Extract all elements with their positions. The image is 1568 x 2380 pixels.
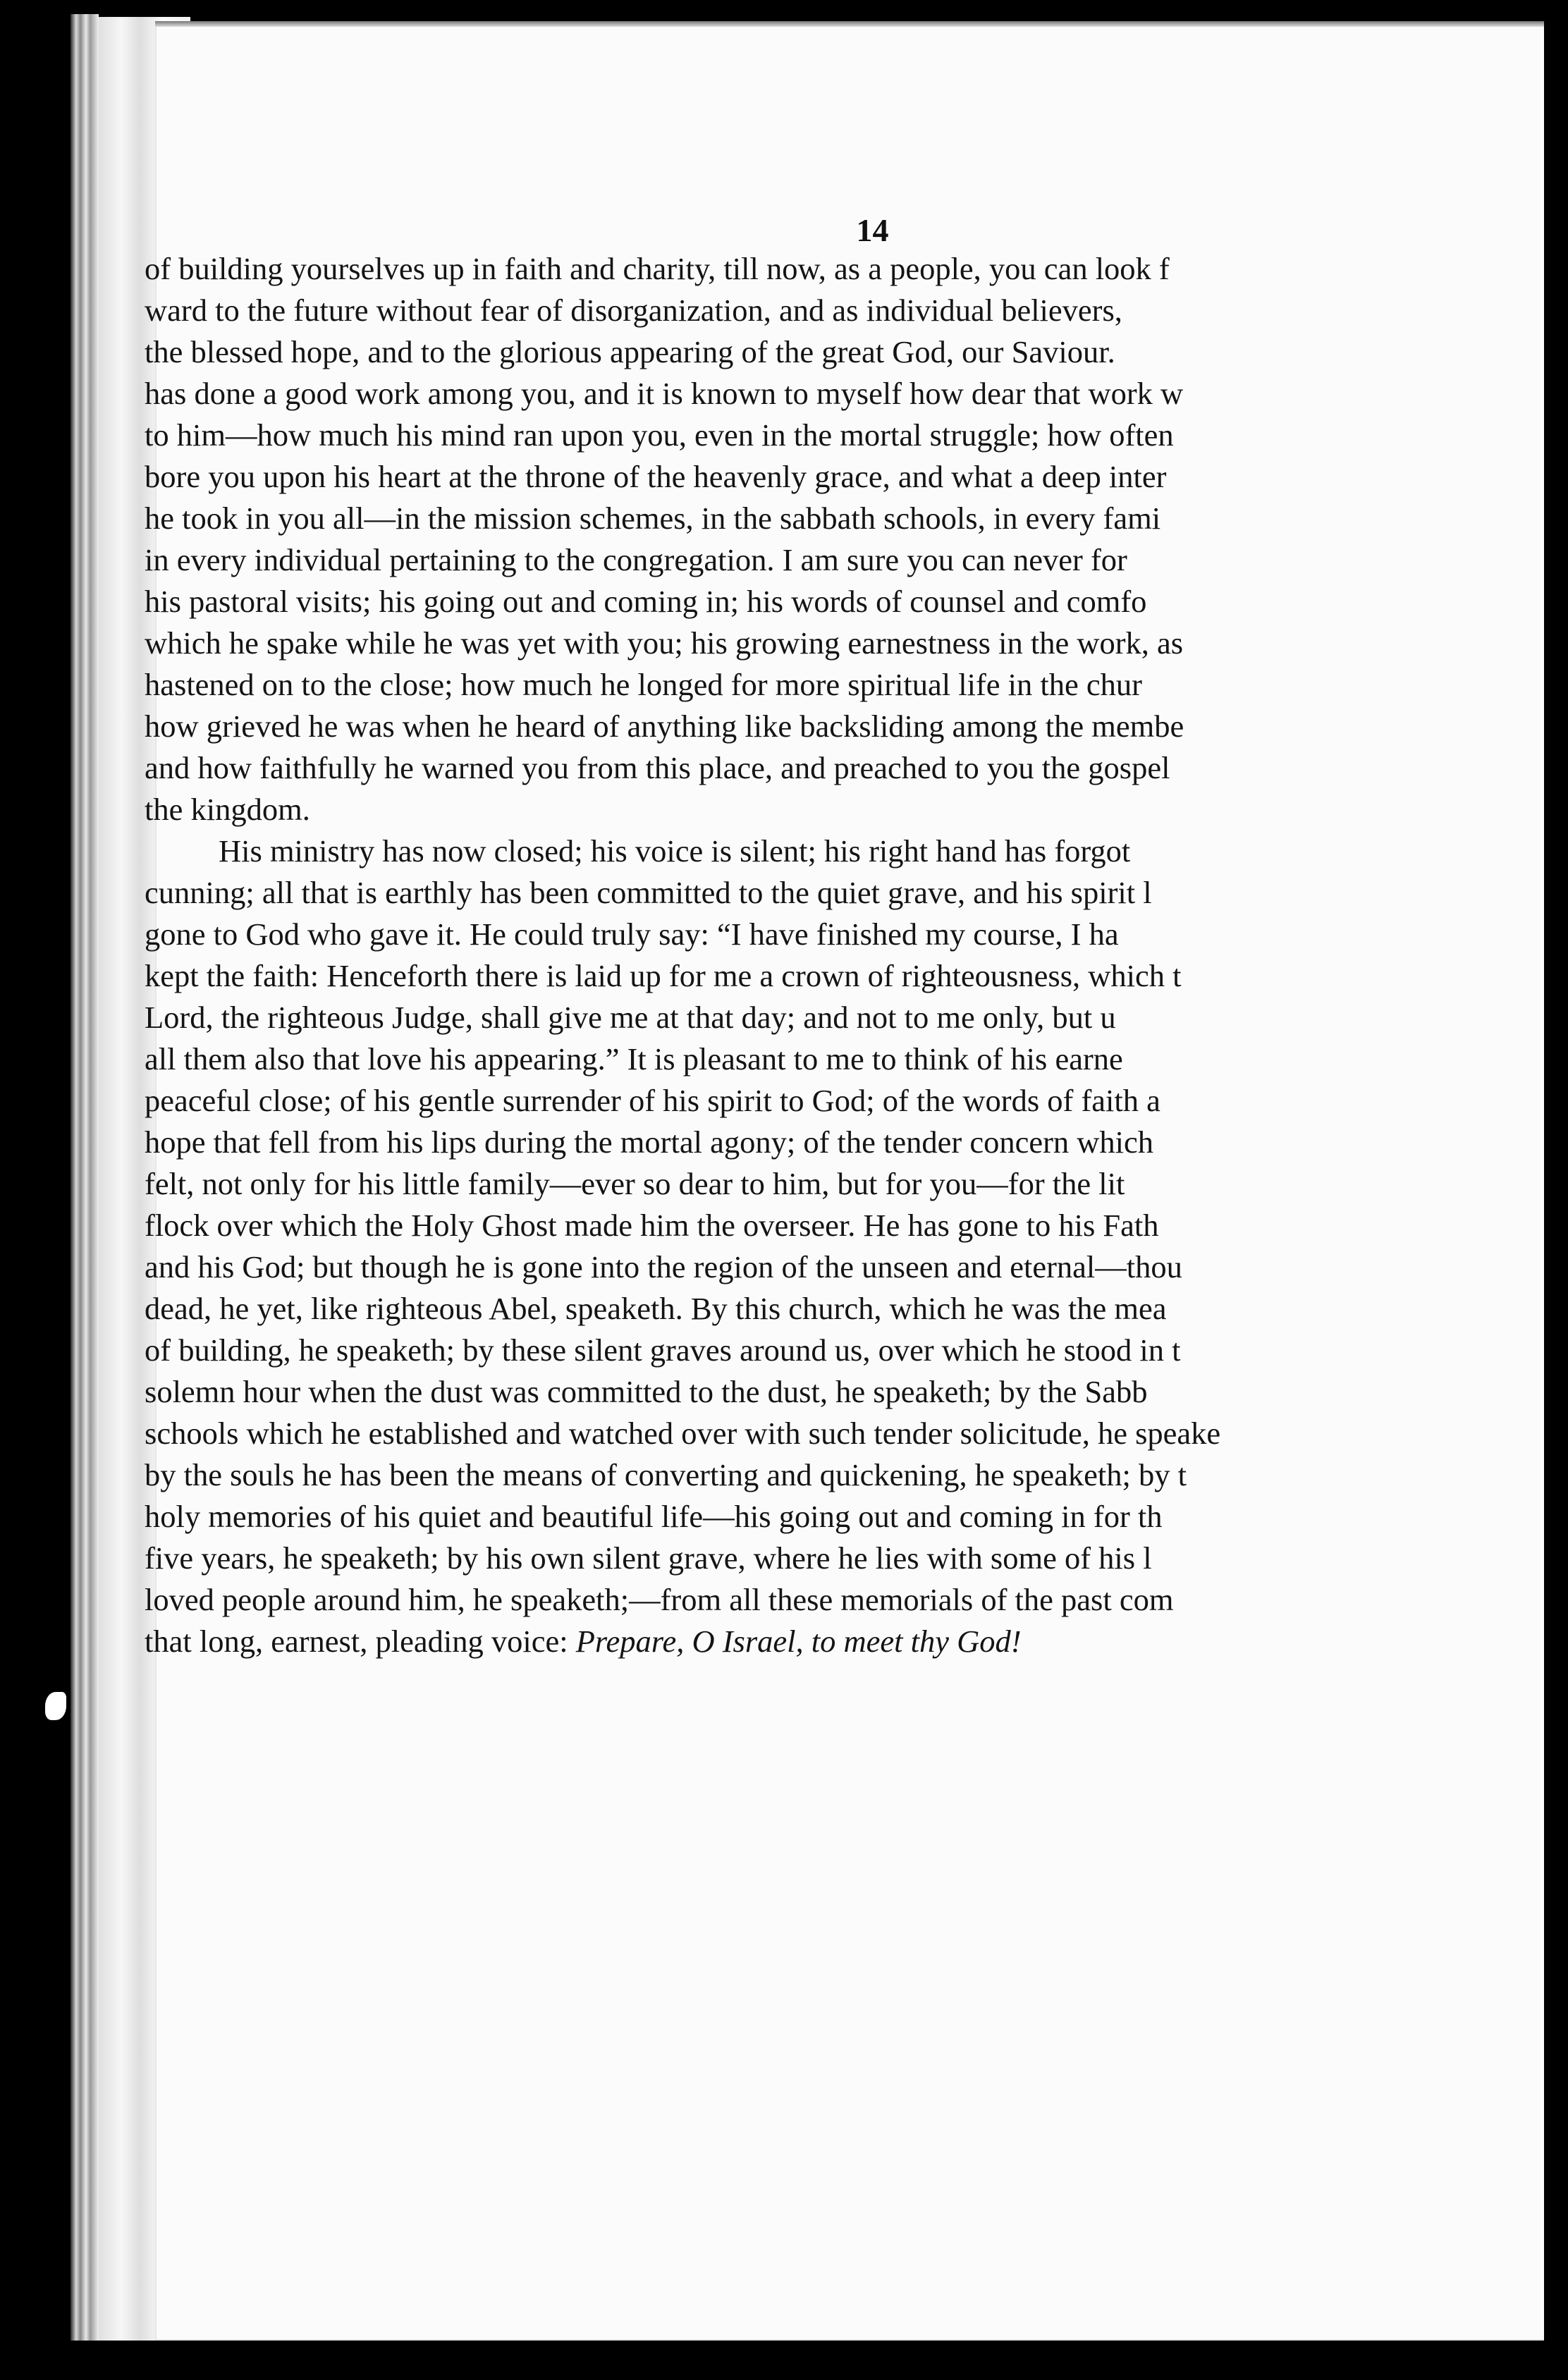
text-line: which he spake while he was yet with you; his growing earnestness in the work, as [145, 625, 1184, 661]
text-line: all them also that love his appearing.” It is pleasant to me to think of his earne [145, 1041, 1123, 1076]
text-line: Lord, the righteous Judge, shall give me at that day; and not to me only, but u [145, 1000, 1116, 1035]
text-line: felt, not only for his little family—ever so dear to him, but for you—for the lit [145, 1166, 1125, 1201]
text-line: gone to God who gave it. He could truly say: “I have finished my course, I ha [145, 916, 1119, 952]
page-number: 14 [856, 212, 889, 248]
text-line: he took in you all—in the mission schemes, in the sabbath schools, in every fami [145, 501, 1161, 536]
scan-speck [45, 1692, 66, 1720]
scripture-quote: Prepare, O Israel, to meet thy God! [575, 1624, 1022, 1659]
text-line: and how faithfully he warned you from this place, and preached to you the gospel [145, 750, 1170, 785]
text-line: dead, he yet, like righteous Abel, speaketh. By this church, which he was the mea [145, 1291, 1167, 1326]
last-line-plain: that long, earnest, pleading voice: [145, 1624, 576, 1659]
text-line: by the souls he has been the means of converting and quickening, he speaketh; by t [145, 1457, 1187, 1492]
scan-left-margin [0, 0, 78, 2380]
text-line: of building yourselves up in faith and charity, till now, as a people, you can look f [145, 251, 1170, 286]
text-line: ward to the future without fear of disorganization, and as individual believers, [145, 293, 1122, 328]
text-line: hope that fell from his lips during the mortal agony; of the tender concern which [145, 1124, 1154, 1160]
text-line: peaceful close; of his gentle surrender of his spirit to God; of the words of faith a [145, 1083, 1160, 1118]
text-line: cunning; all that is earthly has been committed to the quiet grave, and his spirit l [145, 875, 1152, 910]
text-line: solemn hour when the dust was committed to the dust, he speaketh; by the Sabb [145, 1374, 1148, 1409]
text-line: schools which he established and watched over with such tender solicitude, he speake [145, 1416, 1221, 1451]
text-line: his pastoral visits; his going out and coming in; his words of counsel and comfo [145, 584, 1147, 619]
text-line: has done a good work among you, and it is known to myself how dear that work w [145, 376, 1184, 411]
text-line: flock over which the Holy Ghost made him the overseer. He has gone to his Fath [145, 1208, 1159, 1243]
text-line: loved people around him, he speaketh;—from all these memorials of the past com [145, 1582, 1174, 1617]
text-line: five years, he speaketh; by his own silent grave, where he lies with some of his l [145, 1540, 1152, 1576]
page-top-border [155, 21, 1548, 27]
paragraph-start-line: His ministry has now closed; his voice is silent; his right hand has forgot [219, 833, 1131, 869]
book-page-edges [71, 14, 99, 2341]
text-line: the kingdom. [145, 792, 310, 827]
text-line: bore you upon his heart at the throne of the heavenly grace, and what a deep inter [145, 459, 1167, 494]
text-line: how grieved he was when he heard of anything like backsliding among the membe [145, 709, 1184, 744]
scan-right-margin [1544, 0, 1568, 2380]
body-text [145, 248, 1484, 1662]
last-text-line [145, 1621, 1484, 1662]
text-line: in every individual pertaining to the congregation. I am sure you can never for [145, 542, 1127, 577]
text-line: holy memories of his quiet and beautiful life—his going out and coming in for th [145, 1499, 1163, 1534]
text-line: the blessed hope, and to the glorious appearing of the great God, our Saviour. [145, 334, 1115, 369]
text-line: and his God; but though he is gone into the region of the unseen and eternal—thou [145, 1249, 1182, 1284]
text-line: hastened on to the close; how much he longed for more spiritual life in the chur [145, 667, 1142, 702]
text-line: of building, he speaketh; by these silent graves around us, over which he stood in t [145, 1332, 1181, 1368]
text-line: kept the faith: Henceforth there is laid up for me a crown of righteousness, which t [145, 958, 1182, 993]
text-line: to him—how much his mind ran upon you, even in the mortal struggle; how often [145, 417, 1174, 453]
